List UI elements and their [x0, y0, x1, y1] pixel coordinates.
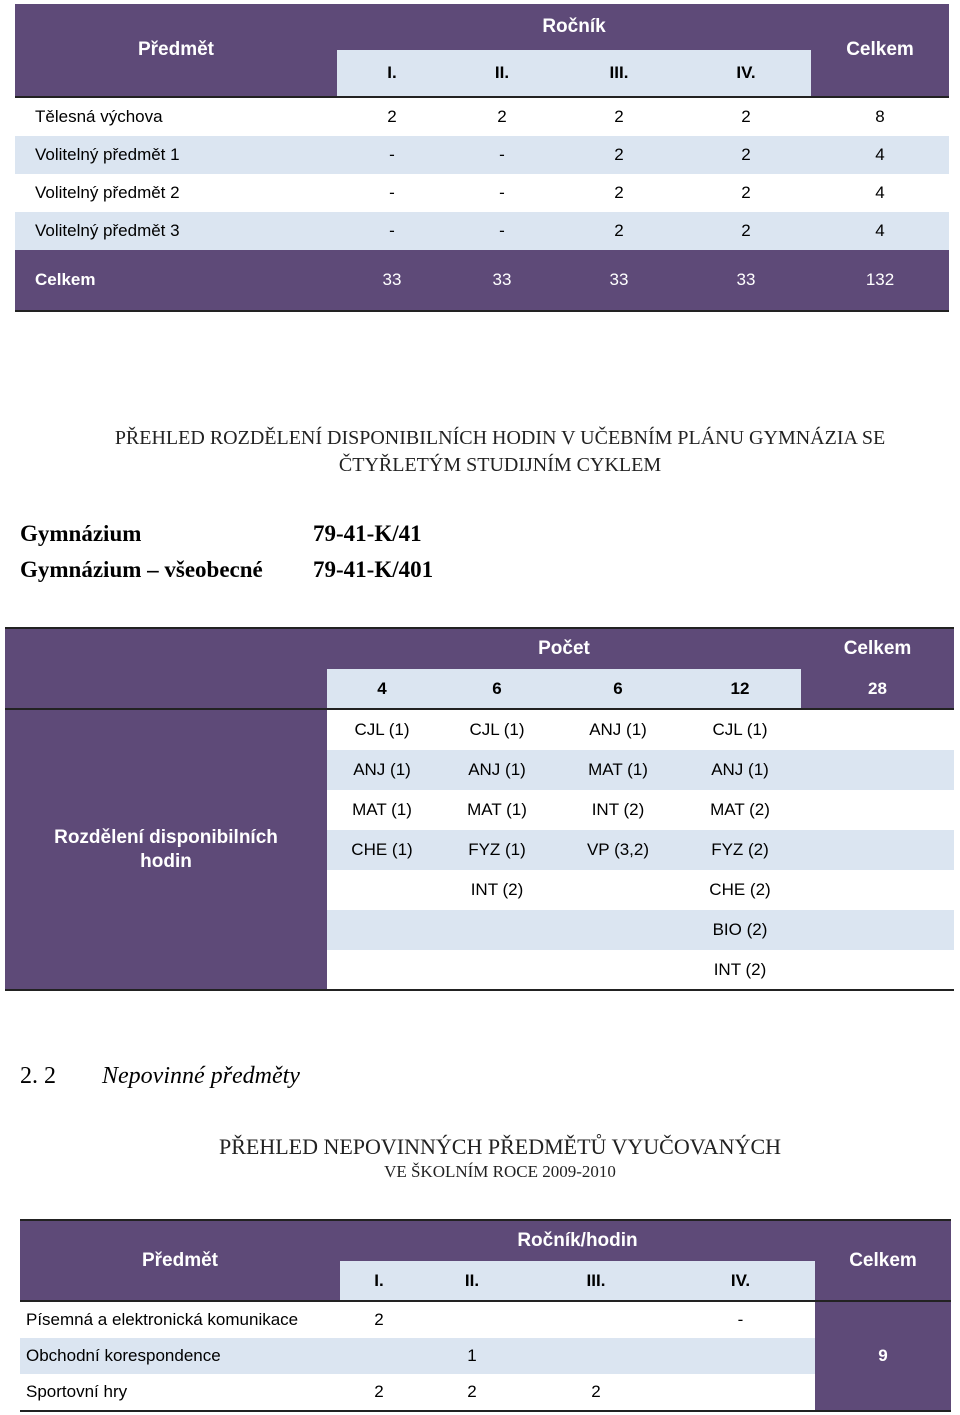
grid-cell: INT (2)	[713, 960, 767, 979]
grid-cell: ANJ (1)	[468, 760, 526, 779]
header-year-1: I.	[374, 1271, 384, 1290]
row-val: 2	[497, 107, 507, 126]
grid-cell: INT (2)	[591, 800, 645, 819]
header-subject: Předmět	[141, 1250, 219, 1271]
row-val: 2	[387, 107, 397, 126]
row-subject: Obchodní korespondence	[26, 1346, 221, 1365]
section1-title-line1: PŘEHLED ROZDĚLENÍ DISPONIBILNÍCH HODIN V UČEBNÍM PLÁNU GYMNÁZIA SE	[114, 427, 886, 449]
total-val: 33	[382, 270, 402, 289]
row-val: -	[499, 221, 505, 240]
row-total: 4	[875, 221, 885, 240]
header-count: Počet	[538, 638, 590, 659]
grid-cell: VP (3,2)	[586, 840, 650, 859]
row-val: -	[389, 221, 395, 240]
row-total: 8	[875, 107, 885, 126]
total-value: 9	[878, 1346, 888, 1365]
row-subject: Volitelný předmět 1	[35, 145, 180, 164]
total-val: 33	[609, 270, 629, 289]
row-val	[526, 1302, 666, 1338]
grid-cell: ANJ (1)	[711, 760, 769, 779]
grid-cell: FYZ (2)	[711, 840, 769, 859]
grid-cell	[557, 870, 679, 910]
row-val: 1	[467, 1346, 477, 1365]
row-val: 2	[614, 107, 624, 126]
row-val: 2	[741, 145, 751, 164]
row-subject: Volitelný předmět 2	[35, 183, 180, 202]
grid-cell: CJL (1)	[712, 720, 768, 739]
program-code-1: 79-41-K/41	[313, 521, 422, 546]
grid-cell	[557, 950, 679, 990]
row-val: 2	[614, 183, 624, 202]
section2-title	[0, 1133, 960, 1183]
row-val: -	[499, 183, 505, 202]
count-4: 12	[730, 679, 750, 698]
row-val: 2	[467, 1382, 477, 1401]
row-val	[418, 1302, 526, 1338]
header-total: Celkem	[849, 1250, 917, 1271]
row-val: 2	[614, 221, 624, 240]
row-subject: Volitelný předmět 3	[35, 221, 180, 240]
row-subject: Sportovní hry	[26, 1382, 128, 1401]
grid-cell: ANJ (1)	[353, 760, 411, 779]
program-code-2: 79-41-K/401	[313, 557, 434, 582]
grid-cell	[327, 910, 437, 950]
header-year-1: I.	[387, 63, 397, 82]
grid-cell: CJL (1)	[469, 720, 525, 739]
grid-cell: MAT (2)	[710, 800, 770, 819]
section1-title-line2: ČTYŘLETÝM STUDIJNÍM CYKLEM	[338, 454, 662, 476]
grid-cell: INT (2)	[470, 880, 524, 899]
section1-title	[0, 425, 960, 479]
grid-cell	[437, 910, 557, 950]
header-year-3: III.	[609, 63, 629, 82]
row-val	[666, 1374, 815, 1410]
count-1: 4	[377, 679, 387, 698]
program-name-2: Gymnázium – všeobecné	[20, 557, 263, 582]
total-row-label: Celkem	[35, 270, 96, 289]
row-val: -	[737, 1310, 744, 1329]
program-name-1: Gymnázium	[20, 521, 142, 546]
row-val	[340, 1338, 418, 1374]
row-subject: Písemná a elektronická komunikace	[26, 1310, 299, 1329]
row-val: 2	[374, 1382, 384, 1401]
count-3: 6	[613, 679, 623, 698]
section2-number: 2. 2	[20, 1063, 56, 1089]
row-val	[526, 1338, 666, 1374]
header-total: Celkem	[846, 39, 914, 60]
header-year-4: IV.	[736, 63, 756, 82]
row-total: 4	[875, 183, 885, 202]
section2-title-line1: PŘEHLED NEPOVINNÝCH PŘEDMĚTŮ VYUČOVANÝCH	[218, 1134, 782, 1159]
row-val: -	[389, 183, 395, 202]
row-val: 2	[374, 1310, 384, 1329]
total-grand: 132	[865, 270, 895, 289]
row-val: 2	[591, 1382, 601, 1401]
row-val	[666, 1338, 815, 1374]
row-val: -	[499, 145, 505, 164]
header-subject: Předmět	[137, 39, 215, 60]
grid-cell: MAT (1)	[588, 760, 648, 779]
section2-title-line2: VE ŠKOLNÍM ROCE 2009-2010	[384, 1162, 616, 1181]
header-year-2: II.	[494, 63, 510, 82]
header-year-2: II.	[464, 1271, 480, 1290]
header-year-3: III.	[586, 1271, 606, 1290]
header-year-4: IV.	[730, 1271, 751, 1290]
section2-heading	[20, 1063, 300, 1090]
grid-cell: FYZ (1)	[468, 840, 526, 859]
count-total: 28	[868, 679, 887, 698]
count-2: 6	[492, 679, 502, 698]
row-val: 2	[741, 221, 751, 240]
grid-cell: ANJ (1)	[589, 720, 647, 739]
row-val: -	[389, 145, 395, 164]
row-total: 4	[875, 145, 885, 164]
grid-cell	[327, 950, 437, 990]
grid-cell: CHE (1)	[351, 840, 413, 859]
grid-cell	[557, 910, 679, 950]
header-total: Celkem	[843, 638, 912, 659]
header-year: Ročník/hodin	[517, 1230, 638, 1251]
grid-cell: BIO (2)	[712, 920, 768, 939]
row-val: 2	[614, 145, 624, 164]
grid-cell: CHE (2)	[709, 880, 771, 899]
section2-heading-text: Nepovinné předměty	[102, 1063, 300, 1089]
row-subject: Tělesná výchova	[35, 107, 163, 126]
grid-cell: MAT (1)	[467, 800, 527, 819]
grid-cell	[327, 870, 437, 910]
row-val: 2	[741, 107, 751, 126]
grid-cell: CJL (1)	[354, 720, 410, 739]
grid-cell	[437, 950, 557, 990]
grid-cell: MAT (1)	[352, 800, 412, 819]
header-year: Ročník	[542, 16, 606, 37]
row-label: Rozdělení disponibilních hodin	[54, 827, 278, 872]
total-val: 33	[736, 270, 756, 289]
total-val: 33	[492, 270, 512, 289]
row-val: 2	[741, 183, 751, 202]
